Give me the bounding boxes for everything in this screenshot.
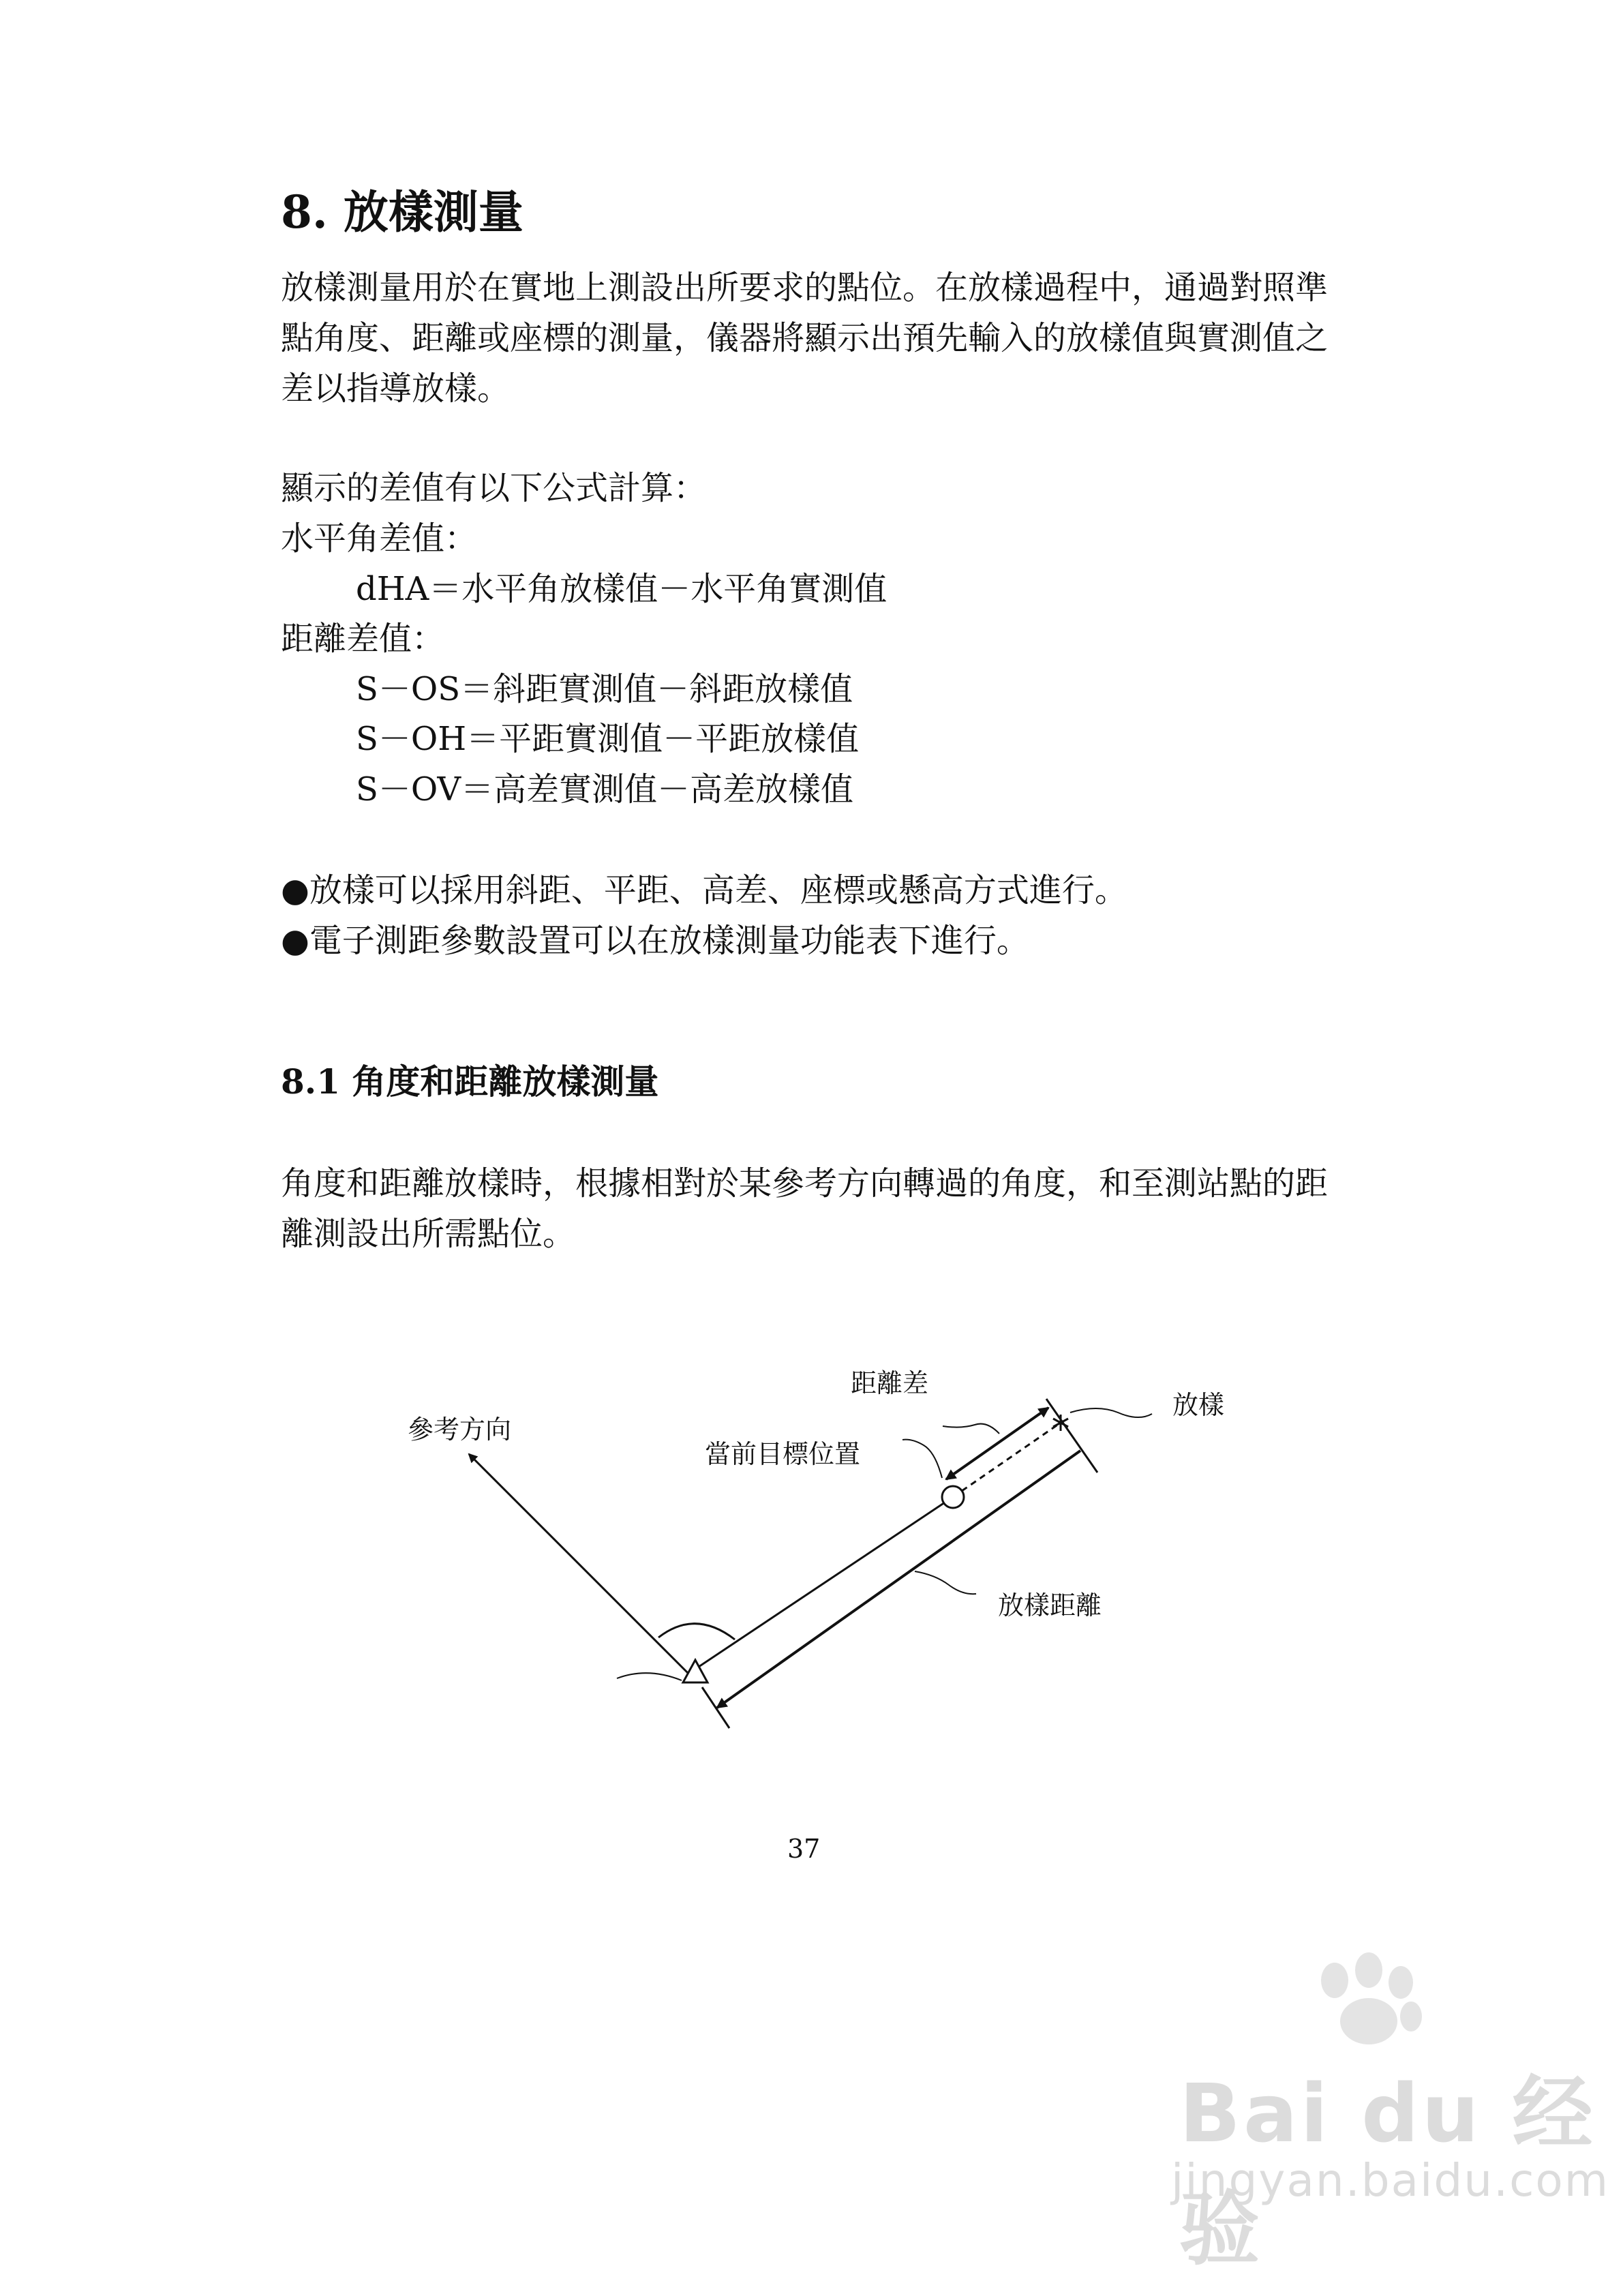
- label-distance-diff: 距離差: [851, 1368, 929, 1398]
- watermark-brand: Bai du 经验: [1179, 2066, 1596, 2276]
- label-stakeout-distance: 放樣距離: [998, 1590, 1102, 1620]
- chapter-title: 8. 放樣測量: [281, 185, 524, 239]
- stakeout-leader: [1070, 1408, 1152, 1417]
- label-reference-direction: 參考方向: [408, 1415, 512, 1445]
- label-current-target: 當前目標位置: [705, 1439, 861, 1469]
- stakeout-distance-tick-start: [702, 1687, 729, 1728]
- intro-line-1: 放樣測量用於在實地上測設出所要求的點位。在放樣過程中，通過對照準: [281, 269, 1329, 307]
- sight-line: [688, 1497, 953, 1674]
- label-stakeout: 放樣: [1172, 1390, 1225, 1420]
- hangle-formula: dHA＝水平角放樣值－水平角實測值: [356, 570, 888, 608]
- distance-formula-oh: S－OH＝平距實測值－平距放樣值: [356, 720, 860, 758]
- watermark-url: jingyan.baidu.com: [1171, 2154, 1610, 2207]
- formula-heading: 顯示的差值有以下公式計算：: [281, 469, 707, 507]
- page-number: 37: [787, 1834, 821, 1864]
- stakeout-distance-line: [717, 1451, 1080, 1708]
- distance-formula-os: S－OS＝斜距實測值－斜距放樣值: [356, 670, 853, 708]
- bullet-stakeout-modes: ●放樣可以採用斜距、平距、高差、座標或懸高方式進行。: [281, 871, 1127, 909]
- current-target-circle: [942, 1486, 964, 1508]
- section-text-line-2: 離測設出所需點位。: [281, 1215, 576, 1253]
- intro-line-2: 點角度、距離或座標的測量，儀器將顯示出預先輸入的放樣值與實測值之: [281, 319, 1329, 357]
- distance-formula-ov: S－OV＝高差實測值－高差放樣值: [356, 770, 854, 809]
- hangle-label: 水平角差值：: [281, 519, 478, 558]
- angle-arc: [658, 1624, 735, 1640]
- distance-diff-leader: [943, 1424, 999, 1434]
- section-text-line-1: 角度和距離放樣時，根據相對於某參考方向轉過的角度，和至測站點的距: [281, 1164, 1329, 1203]
- reference-direction-arrow: [469, 1454, 688, 1674]
- stakeout-distance-tick-end: [1046, 1399, 1097, 1472]
- station-leader: [617, 1673, 682, 1680]
- intro-line-3: 差以指導放樣。: [281, 369, 511, 408]
- distance-label: 距離差值：: [281, 620, 445, 658]
- section-title: 8.1 角度和距離放樣測量: [281, 1061, 659, 1102]
- stakeout-distance-leader: [915, 1571, 976, 1594]
- dashed-extension: [953, 1423, 1061, 1497]
- current-target-leader: [902, 1440, 942, 1478]
- distance-diff-arrow: [946, 1408, 1048, 1479]
- bullet-edm-settings: ●電子測距參數設置可以在放樣測量功能表下進行。: [281, 922, 1029, 960]
